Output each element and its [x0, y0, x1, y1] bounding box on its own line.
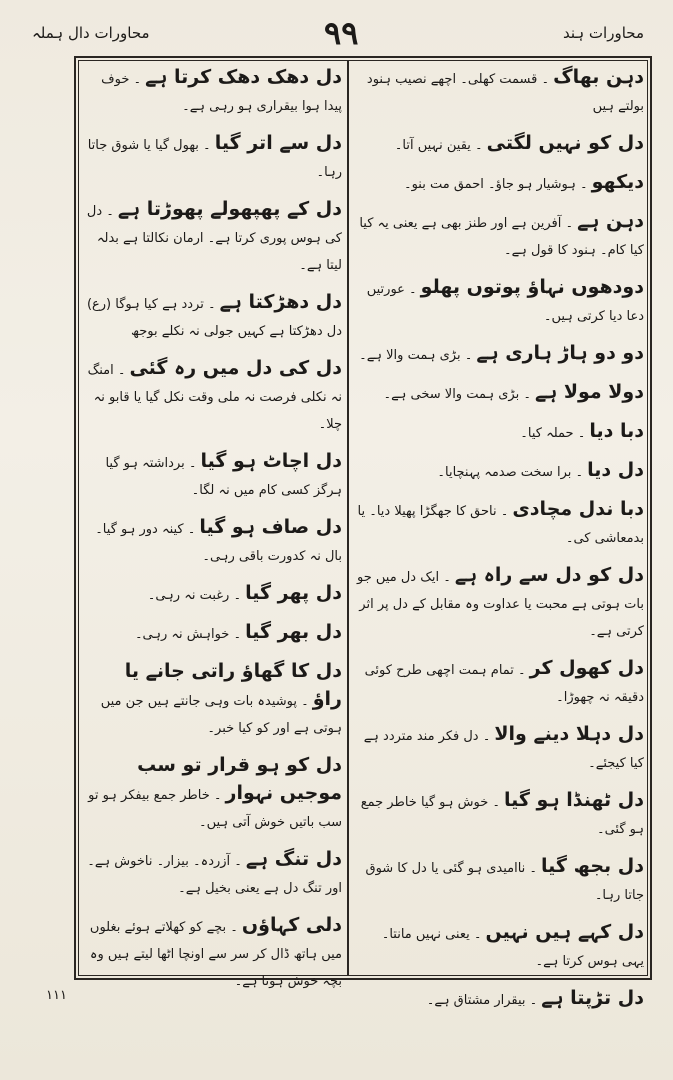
- idiom-definition: ۔ تمام ہمت اچھی طرح کوئی دقیقہ نہ چھوڑا۔: [364, 663, 644, 705]
- idiom-definition: ۔ بھول گیا یا شوق جاتا رہا۔: [87, 138, 342, 180]
- idiom-definition: ۔ ہوشیار ہو جاؤ۔ احمق مت بنو۔: [403, 177, 588, 192]
- idiom-entry: [356, 919, 644, 975]
- idiom-entry: [84, 289, 342, 345]
- idiom-definition: ۔ تردد ہے کیا ہوگا (رع) دل دھڑکتا ہے کہیں جولی نہ نکلے بوجھ: [86, 297, 342, 339]
- idiom-entry: [356, 274, 644, 330]
- idiom-headword: دل تنگ ہے: [245, 848, 342, 870]
- idiom-headword: دل اچاٹ ہو گیا: [200, 450, 342, 472]
- idiom-definition: ۔ حملہ کیا۔: [520, 426, 586, 441]
- idiom-definition: ۔ یقین نہیں آتا۔: [394, 138, 483, 153]
- idiom-entry: [84, 752, 342, 836]
- idiom-definition: ۔ خوف پیدا ہوا بیقراری ہو رہی ہے۔: [101, 72, 342, 114]
- idiom-entry: [356, 787, 644, 843]
- idiom-entry: [356, 64, 644, 120]
- idiom-headword: دل بھر گیا: [245, 621, 342, 643]
- idiom-headword: دل دھک دھک کرتا ہے: [145, 66, 342, 88]
- footer-number: ۱۱۱: [46, 988, 67, 1003]
- right-column: [356, 64, 644, 1024]
- idiom-headword: دل تڑپتا ہے: [541, 987, 644, 1009]
- idiom-definition: ۔ عورتیں دعا دیا کرتی ہیں۔: [366, 282, 644, 324]
- idiom-headword: دل پھر گیا: [245, 582, 342, 604]
- idiom-definition: ۔ بڑی ہمت والا ہے۔: [359, 348, 473, 363]
- idiom-headword: دبا دیا: [589, 420, 644, 442]
- page-number: ۹۹: [324, 14, 359, 52]
- idiom-entry: [356, 496, 644, 552]
- idiom-entry: [356, 418, 644, 447]
- idiom-headword: دل کھول کر: [529, 657, 644, 679]
- idiom-definition: ۔ یعنی نہیں مانتا۔ یہی ہوس کرتا ہے۔: [381, 927, 644, 969]
- idiom-entry: [84, 658, 342, 742]
- idiom-definition: ۔ بچے کو کھلاتے ہوئے بغلوں میں ہاتھ ڈال کر سر سے اونچا اٹھا لیتے ہیں وہ بچہ خوش ہوتا ہے۔: [89, 920, 342, 989]
- idiom-entry: [356, 169, 644, 198]
- idiom-headword: دودھوں نہاؤ پوتوں پھلو: [420, 276, 644, 298]
- idiom-headword: دہن ہے: [577, 210, 644, 232]
- idiom-definition: ۔ خاطر جمع بیفکر ہو تو سب باتیں خوش آتی ہیں۔: [88, 788, 342, 830]
- idiom-entry: [84, 514, 342, 570]
- idiom-headword: دلی کہاؤں: [241, 914, 342, 936]
- idiom-definition: ۔ دل فکر مند متردد ہے کیا کیجئے۔: [363, 729, 644, 771]
- idiom-headword: دل کا گھاؤ راتی جانے یا راؤ: [124, 660, 342, 710]
- idiom-definition: ۔ خواہش نہ رہی۔: [134, 627, 242, 642]
- idiom-definition: ۔ بیقرار مشتاق ہے۔: [426, 993, 538, 1008]
- idiom-headword: دل کے پھپھولے پھوڑتا ہے: [117, 198, 342, 220]
- idiom-entry: [356, 379, 644, 408]
- idiom-headword: دل ٹھنڈا ہو گیا: [504, 789, 644, 811]
- idiom-entry: [356, 721, 644, 777]
- idiom-definition: ۔ قسمت کھلی۔ اچھے نصیب ہنود بولتے ہیں: [366, 72, 644, 114]
- idiom-definition: ۔ ناامیدی ہو گئی یا دل کا شوق جاتا رہا۔: [365, 861, 644, 903]
- idiom-definition: ۔ دل کی ہوس پوری کرتا ہے۔ ارمان نکالتا ہے بدلہ لیتا ہے۔: [86, 204, 342, 273]
- idiom-headword: دو دو ہاڑ ہاری ہے: [476, 342, 644, 364]
- idiom-entry: [356, 562, 644, 645]
- idiom-definition: ۔ امنگ نہ نکلی فرصت نہ ملی وقت نکل گیا یا قابو نہ چلا۔: [87, 363, 342, 432]
- idiom-headword: دل دھڑکتا ہے: [219, 291, 342, 313]
- idiom-entry: [84, 448, 342, 504]
- idiom-entry: [356, 985, 644, 1014]
- idiom-entry: [84, 355, 342, 438]
- idiom-entry: [356, 208, 644, 264]
- page-header: [24, 14, 654, 54]
- idiom-headword: دل دیا: [587, 459, 644, 481]
- left-column: [84, 64, 342, 1005]
- idiom-entry: [84, 912, 342, 995]
- idiom-entry: [84, 580, 342, 609]
- header-left-title: محاورات دال ہملہ: [32, 24, 150, 42]
- idiom-definition: ۔ کینہ دور ہو گیا۔ بال نہ کدورت باقی رہی۔: [95, 522, 342, 564]
- idiom-headword: دل صاف ہو گیا: [199, 516, 342, 538]
- idiom-headword: دل کی دل میں رہ گئی: [129, 357, 342, 379]
- idiom-headword: دل دہلا دینے والا: [494, 723, 644, 745]
- idiom-definition: ۔ آزردہ۔ بیزار۔ ناخوش ہے۔ اور تنگ دل ہے یعنی بخیل ہے۔: [87, 854, 342, 896]
- idiom-headword: دل کہے ہیں نہیں: [485, 921, 644, 943]
- idiom-headword: دل کو ہو قرار تو سب موجیں نہوار: [137, 754, 342, 804]
- idiom-definition: ۔ ایک دل میں جو بات ہوتی ہے محبت یا عداوت وہ مقابل کے دل پر اثر کرتی ہے۔: [357, 570, 644, 639]
- idiom-entry: [84, 64, 342, 120]
- column-divider: [347, 60, 349, 976]
- idiom-headword: دل کو نہیں لگتی: [486, 132, 644, 154]
- idiom-headword: دبا ندل مچادی: [512, 498, 644, 520]
- header-right-title: محاورات ہند: [562, 24, 644, 42]
- idiom-definition: ۔ رغبت نہ رہی۔: [147, 588, 242, 603]
- idiom-entry: [84, 196, 342, 279]
- idiom-entry: [356, 655, 644, 711]
- idiom-entry: [356, 457, 644, 486]
- idiom-definition: ۔ بڑی ہمت والا سخی ہے۔: [383, 387, 531, 402]
- idiom-entry: [84, 846, 342, 902]
- idiom-entry: [356, 853, 644, 909]
- idiom-definition: ۔ خوش ہو گیا خاطر جمع ہو گئی۔: [360, 795, 644, 837]
- idiom-definition: ۔ پوشیدہ بات وہی جانتے ہیں جن میں ہوتی ہے اور کو کیا خبر۔: [100, 694, 342, 736]
- idiom-entry: [84, 130, 342, 186]
- idiom-headword: دہن بھاگ: [553, 66, 644, 88]
- idiom-headword: دولا مولا ہے: [534, 381, 644, 403]
- idiom-definition: ۔ ناحق کا جھگڑا پھیلا دیا۔ یا بدمعاشی کی۔: [357, 504, 644, 546]
- idiom-definition: ۔ آفرین ہے اور طنز بھی ہے یعنی یہ کیا کیا کام۔ ہنود کا قول ہے۔: [359, 216, 644, 258]
- idiom-entry: [84, 619, 342, 648]
- idiom-definition: ۔ برا سخت صدمہ پہنچایا۔: [437, 465, 584, 480]
- idiom-entry: [356, 130, 644, 159]
- idiom-headword: دل بجھ گیا: [541, 855, 644, 877]
- idiom-headword: دل کو دل سے راہ ہے: [454, 564, 644, 586]
- idiom-entry: [356, 340, 644, 369]
- idiom-definition: ۔ برداشتہ ہو گیا ہرگز کسی کام میں نہ لگا۔: [105, 456, 342, 498]
- idiom-headword: دیکھو: [591, 171, 644, 193]
- idiom-headword: دل سے اتر گیا: [214, 132, 342, 154]
